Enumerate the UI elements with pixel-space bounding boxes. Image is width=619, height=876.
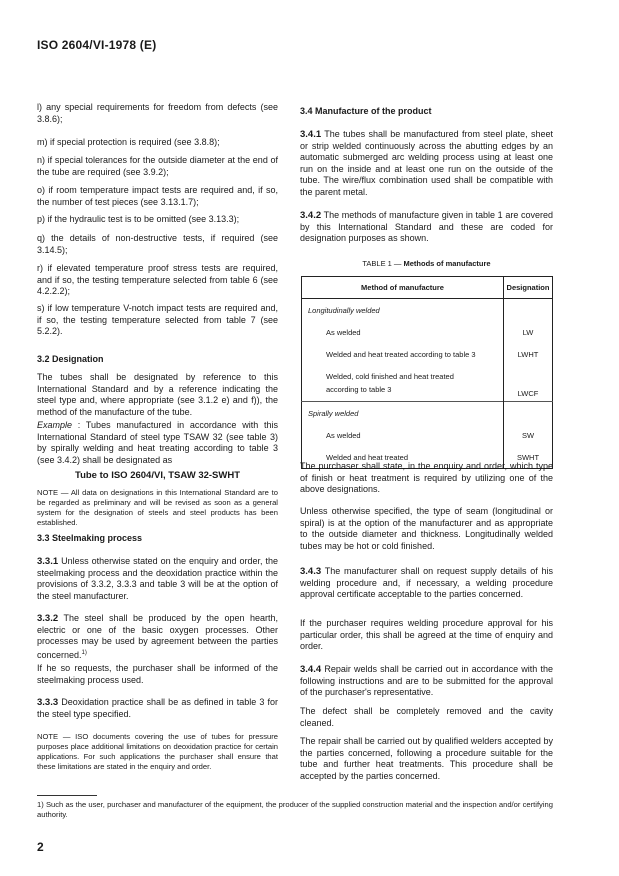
paragraph-3-4-4 xyxy=(300,664,553,699)
clause-number: 3.4.4 xyxy=(300,664,322,675)
paragraph-3-3-2 xyxy=(37,613,278,661)
note-designations: NOTE — All data on designations in this International Standard are to be regarded as preliminary and will be revised as soon as a general system for the designation of steels and steel products has been established. xyxy=(37,488,278,527)
note-deoxidation: NOTE — ISO documents covering the use of tubes for pressure purposes place additional limitations on deoxidation practice for certain applications. For such applications the purchaser shall ensure that these limitations are stated in the enquiry and order. xyxy=(37,732,278,771)
methods-of-manufacture-table xyxy=(301,276,553,469)
designation-cell: LWCF xyxy=(504,365,553,402)
table-row xyxy=(302,321,553,343)
clause-text: The tubes shall be manufactured from steel plate, sheet or strip welded continuously across the abutting edges by an automatic submerged arc welding process using at least one run on the inside and at least one run on the outside of the tube. The wire/flux combination used shall be compatible with the parent metal. xyxy=(300,129,553,197)
footnote-rule xyxy=(37,795,97,796)
clause-number: 3.4.3 xyxy=(300,566,322,577)
designation-cell: LW xyxy=(504,321,553,343)
designation-example: Tube to ISO 2604/VI, TSAW 32-SWHT xyxy=(74,470,241,481)
section-heading-3-2: 3.2 Designation xyxy=(37,354,104,364)
clause-number: 3.3.3 xyxy=(37,697,59,708)
clause-number: 3.3.2 xyxy=(37,613,59,624)
list-item-r: r) if elevated temperature proof stress tests are required, and if so, the testing temperature selected from table 6 (see 4.2.2.2); xyxy=(37,263,278,297)
table-row xyxy=(302,424,553,446)
table-group-row xyxy=(302,299,553,322)
paragraph-seam-type: Unless otherwise specified, the type of seam (longitudinal or spiral) is at the option of the manufacturer and as appropriate to the outside diameter and thickness. Longitudinally welded tubes may be hot or cold finished. xyxy=(300,506,553,551)
clause-text: Deoxidation practice shall be as defined in table 3 for the steel type specified. xyxy=(37,697,278,719)
table-title-text: Methods of manufacture xyxy=(403,259,491,268)
method-cell: Welded and heat treated according to table 3 xyxy=(326,349,476,359)
list-item-n: n) if special tolerances for the outside diameter at the end of the tube are required (see 3.9.2); xyxy=(37,155,278,177)
paragraph-purchaser-informed: If he so requests, the purchaser shall be informed of the steelmaking process used. xyxy=(37,663,278,685)
table-group-row xyxy=(302,402,553,425)
paragraph-welding-approval: If the purchaser requires welding procedure approval for his particular order, this shall be agreed at the time of enquiry and order. xyxy=(300,618,553,652)
page-number: 2 xyxy=(37,840,44,854)
paragraph-3-3-3 xyxy=(37,697,278,720)
table-title-prefix: TABLE 1 — xyxy=(362,259,404,268)
designation-cell: LWHT xyxy=(504,343,553,365)
list-item-l: l) any special requirements for freedom from defects (see 3.8.6); xyxy=(37,102,278,124)
method-cell: As welded xyxy=(326,327,361,337)
group-label: Spirally welded xyxy=(302,402,504,425)
list-item-q: q) the details of non-destructive tests, if required (see 3.14.5); xyxy=(37,233,278,255)
clause-text: Repair welds shall be carried out in accordance with the following instructions and are to be submitted for the approval of the purchaser's representative. xyxy=(300,664,553,698)
list-item-p: p) if the hydraulic test is to be omitted (see 3.13.3); xyxy=(37,214,240,224)
paragraph-3-4-3 xyxy=(300,566,553,601)
column-header-designation: Designation xyxy=(504,277,553,299)
table-row xyxy=(302,343,553,365)
example-text: : Tubes manufactured in accordance with this International Standard of steel type TSAW 32 (see table 3) by spirally welding and heat treating according to table 3 (see 3.4.2) shall be designated as xyxy=(37,420,278,465)
clause-text: Unless otherwise stated on the enquiry and order, the steelmaking process and the deoxidation practice within the provisions of 3.3.2, 3.3.3 and table 3 will be at the option of the steel manufacturer. xyxy=(37,556,278,601)
method-cell: As welded xyxy=(326,430,361,440)
paragraph-designation: The tubes shall be designated by reference to this International Standard and by a reference indicating the steel type and, where appropriate (see 3.1.2 e) and f)), the method of the manufacture of the tube. xyxy=(37,372,278,417)
table-row xyxy=(302,365,553,402)
clause-number: 3.4.2 xyxy=(300,210,322,221)
designation-cell: SWHT xyxy=(504,446,553,469)
paragraph-3-4-1 xyxy=(300,129,553,199)
method-cell: Welded, cold finished and heat treated according to table 3 xyxy=(326,372,454,394)
designation-cell: SW xyxy=(504,424,553,446)
paragraph-defect-removed: The defect shall be completely removed and the cavity cleaned. xyxy=(300,706,553,728)
section-heading-3-3: 3.3 Steelmaking process xyxy=(37,533,143,543)
list-item-o: o) if room temperature impact tests are required and, if so, the number of test pieces (see 3.13.1.7); xyxy=(37,185,278,207)
list-item-m: m) if special protection is required (see 3.8.8); xyxy=(37,137,220,147)
clause-text: The manufacturer shall on request supply details of his welding procedure and, if necessary, a welding procedure approval certificate acceptable to the parties concerned. xyxy=(300,566,553,600)
column-header-method: Method of manufacture xyxy=(302,277,504,299)
example-label: Example xyxy=(37,420,73,430)
clause-number: 3.3.1 xyxy=(37,556,59,567)
clause-text: The steel shall be produced by the open hearth, electric or one of the basic oxygen processes. Other processes may be used by agreement between the parties concerned. xyxy=(37,613,278,660)
method-cell: Welded and heat treated xyxy=(326,452,409,462)
paragraph-3-4-2 xyxy=(300,210,553,245)
paragraph-3-3-1 xyxy=(37,556,278,602)
paragraph-example xyxy=(37,420,278,466)
clause-text: The methods of manufacture given in table 1 are covered by this International Standard and these are coded for designation purposes as shown. xyxy=(300,210,553,244)
clause-number: 3.4.1 xyxy=(300,129,322,140)
list-item-s: s) if low temperature V-notch impact tests are required and, if so, the testing temperature selected from table 7 (see 5.2.2). xyxy=(37,303,278,337)
footnote-ref: 1) xyxy=(81,649,87,656)
table-header-row xyxy=(302,277,553,299)
paragraph-repair: The repair shall be carried out by qualified welders accepted by the parties concerned, following a procedure suitable for the tube and further heat treatments. This procedure shall be accepted by the parties concerned. xyxy=(300,736,553,781)
group-label: Longitudinally welded xyxy=(308,305,380,315)
table-title xyxy=(300,258,553,270)
section-heading-3-4: 3.4 Manufacture of the product xyxy=(300,106,432,116)
footnote: 1) Such as the user, purchaser and manufacturer of the equipment, the producer of the supplied construction material and the inspection and/or certifying authority. xyxy=(37,800,553,819)
document-header: ISO 2604/VI-1978 (E) xyxy=(37,38,157,52)
paragraph-purchaser-state: The purchaser shall state, in the enquiry and order, which type of finish or heat treatment is required by utilizing one of the above designations. xyxy=(300,461,553,495)
